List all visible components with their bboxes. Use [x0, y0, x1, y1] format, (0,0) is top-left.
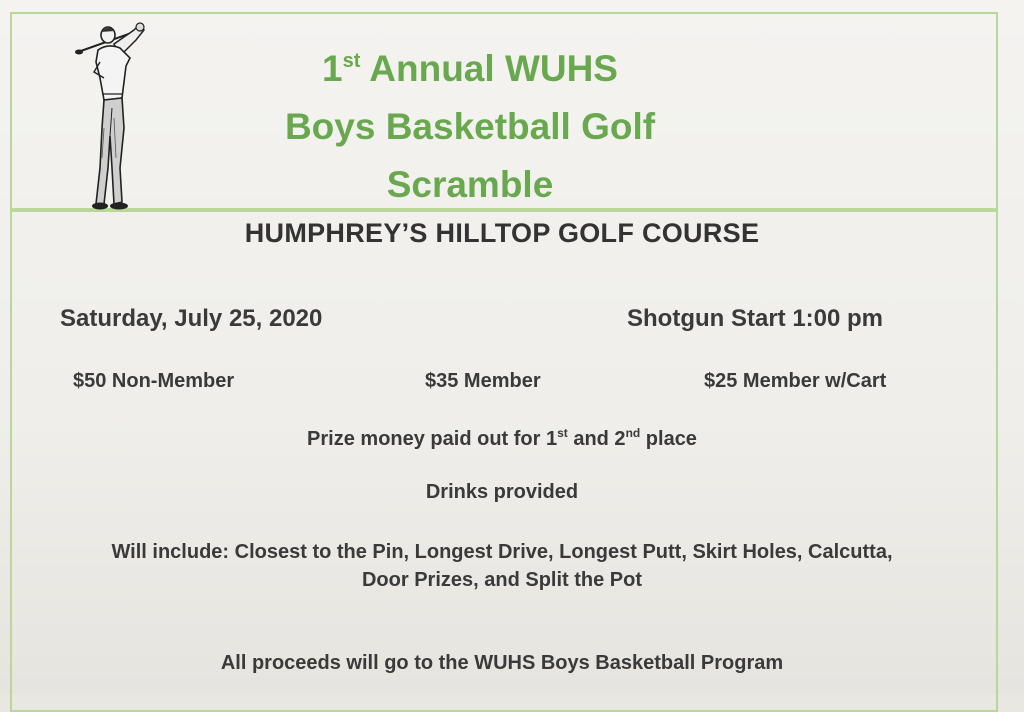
course-name: HUMPHREY’S HILLTOP GOLF COURSE — [244, 218, 760, 248]
drinks-line: Drinks provided — [425, 481, 579, 503]
title-ordinal-number: 1 — [322, 48, 343, 89]
event-title — [200, 32, 740, 214]
proceeds-line: All proceeds will go to the WUHS Boys Basketball Program — [220, 652, 784, 674]
prize-text-1: Prize money paid out for 1 — [307, 428, 558, 450]
prize-sup-1: st — [557, 426, 568, 440]
title-line-1-text: Annual WUHS — [360, 48, 618, 89]
golfer-illustration-icon — [74, 18, 164, 212]
prize-line — [0, 426, 1004, 451]
includes-block — [0, 538, 1004, 594]
event-date: Saturday, July 25, 2020 — [60, 305, 323, 332]
prize-sup-2: nd — [625, 426, 641, 440]
price-member-cart: $25 Member w/Cart — [704, 370, 887, 392]
title-line-2: Boys Basketball Golf — [284, 106, 656, 147]
includes-line-2: Door Prizes, and Split the Pot — [361, 569, 643, 591]
prize-text-2: and 2 — [567, 428, 626, 450]
prize-text-3: place — [640, 428, 697, 450]
price-member: $35 Member — [425, 370, 541, 392]
start-time: Shotgun Start 1:00 pm — [627, 305, 884, 332]
title-line-3: Scramble — [386, 164, 554, 205]
title-ordinal-suffix: st — [342, 50, 361, 72]
title-line-1 — [200, 32, 740, 98]
price-non-member: $50 Non-Member — [73, 370, 235, 392]
includes-line-1: Will include: Closest to the Pin, Longest Drive, Longest Putt, Skirt Holes, Calcutta, — [111, 541, 893, 563]
